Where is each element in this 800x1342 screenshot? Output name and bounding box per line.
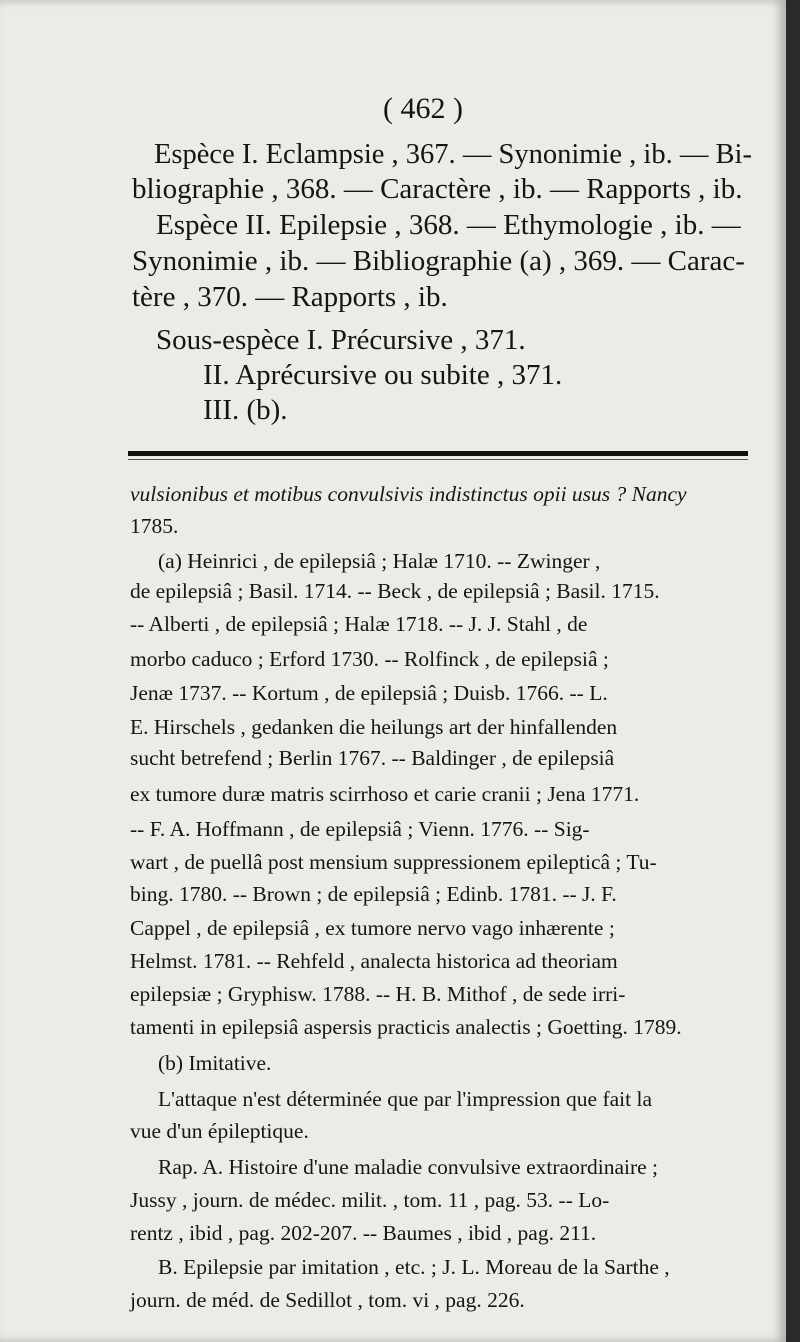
footnote-line: Rap. A. Histoire d'une maladie convulsive extraordinaire ;: [158, 1155, 659, 1179]
footnote-line: journ. de méd. de Sedillot , tom. vi , pag. 226.: [130, 1288, 525, 1312]
main-line: III. (b).: [203, 394, 288, 426]
footnote-line: vue d'un épileptique.: [130, 1119, 309, 1143]
main-line: Espèce II. Epilepsie , 368. — Ethymologie , ib. —: [156, 209, 741, 241]
main-line: bliographie , 368. — Caractère , ib. — Rapports , ib.: [132, 173, 743, 205]
main-line: Espèce I. Eclampsie , 367. — Synonimie , ib. — Bi-: [154, 139, 752, 170]
footnote-line: -- Alberti , de epilepsiâ ; Halæ 1718. -- J. J. Stahl , de: [130, 612, 588, 636]
footnote-line: de epilepsiâ ; Basil. 1714. -- Beck , de epilepsiâ ; Basil. 1715.: [130, 579, 660, 603]
footnote-line: bing. 1780. -- Brown ; de epilepsiâ ; Edinb. 1781. -- J. F.: [130, 882, 617, 906]
main-line: Sous-espèce I. Précursive , 371.: [156, 324, 526, 356]
footnote-line: B. Epilepsie par imitation , etc. ; J. L. Moreau de la Sarthe ,: [158, 1255, 670, 1279]
footnote-line: rentz , ibid , pag. 202-207. -- Baumes , ibid , pag. 211.: [130, 1221, 597, 1245]
page-number: ( 462 ): [383, 92, 463, 125]
footnote-line: sucht betrefend ; Berlin 1767. -- Baldinger , de epilepsiâ: [130, 746, 615, 770]
main-line: Synonimie , ib. — Bibliographie (a) , 369. — Carac-: [132, 245, 745, 277]
page-edge-shadow: [786, 0, 800, 1342]
footnote-line: tamenti in epilepsiâ aspersis practicis analectis ; Goetting. 1789.: [130, 1015, 682, 1039]
footnote-line: Helmst. 1781. -- Rehfeld , analecta historica ad theoriam: [130, 949, 618, 973]
footnote-line: -- F. A. Hoffmann , de epilepsiâ ; Vienn. 1776. -- Sig-: [130, 817, 590, 841]
footnote-line: Jussy , journ. de médec. milit. , tom. 11 , pag. 53. -- Lo-: [130, 1188, 610, 1212]
footnote-line: wart , de puellâ post mensium suppressionem epilepticâ ; Tu-: [130, 850, 657, 874]
footnote-line: epilepsiæ ; Gryphisw. 1788. -- H. B. Mithof , de sede irri-: [130, 982, 626, 1006]
separator-rule: [128, 451, 748, 456]
footnote-line: ex tumore duræ matris scirrhoso et carie cranii ; Jena 1771.: [130, 782, 640, 806]
footnote-line: 1785.: [130, 514, 179, 538]
footnote-line: (a) Heinrici , de epilepsiâ ; Halæ 1710. -- Zwinger ,: [158, 549, 601, 573]
footnote-line: E. Hirschels , gedanken die heilungs art der hinfallenden: [130, 715, 618, 739]
main-line: II. Aprécursive ou subite , 371.: [203, 359, 563, 391]
footnote-line: (b) Imitative.: [158, 1051, 272, 1075]
footnote-line: L'attaque n'est déterminée que par l'impression que fait la: [158, 1087, 652, 1111]
separator-rule-thin: [128, 459, 748, 460]
footnote-line: Jenæ 1737. -- Kortum , de epilepsiâ ; Duisb. 1766. -- L.: [130, 681, 608, 705]
footnote-line: vulsionibus et motibus convulsivis indistinctus opii usus ? Nancy: [130, 482, 687, 506]
footnote-line: Cappel , de epilepsiâ , ex tumore nervo vago inhærente ;: [130, 916, 615, 940]
main-line: tère , 370. — Rapports , ib.: [132, 281, 448, 313]
footnote-line: morbo caduco ; Erford 1730. -- Rolfinck , de epilepsiâ ;: [130, 647, 609, 671]
